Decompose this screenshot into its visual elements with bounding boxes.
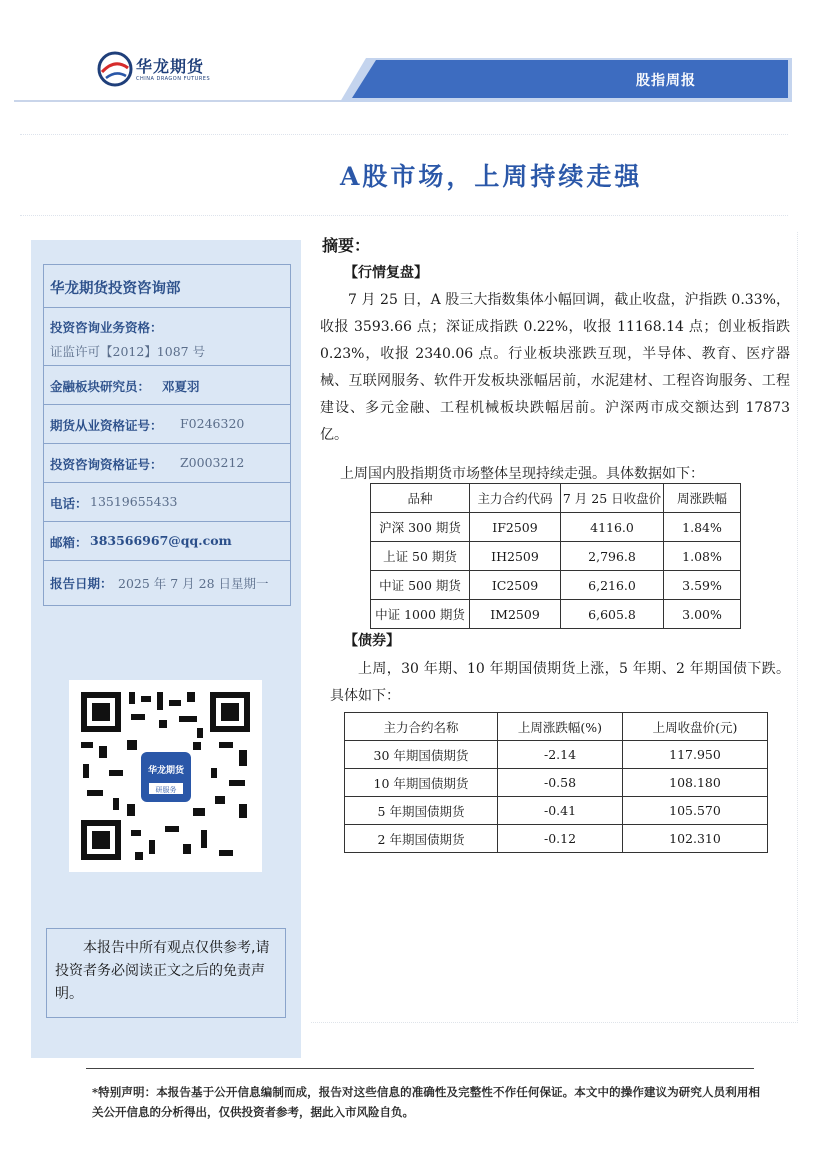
- table-cell: -2.14: [498, 741, 623, 769]
- market-paragraph: 7 月 25 日，A 股三大指数集体小幅回调，截止收盘，沪指跌 0.33%，收报 3593.66 点；深证成指跌 0.22%，收报 11168.14 点；创业板指跌 0.23%，收报 2340.06 点。行业板块涨跌互现，半导体、教育、医疗器械、互联网服务、软件开发板块涨幅居前，水泥建材、工程咨询服务、工程建设、多元金融、工程机械板块跌幅居前。沪深两市成交额达到 17873 亿。: [320, 292, 790, 443]
- dragon-logo-icon: [96, 50, 134, 88]
- market-section-heading: 【行情复盘】: [344, 265, 428, 281]
- bond-paragraph: 上周，30 年期、10 年期国债期货上涨，5 年期、2 年期国债下跌。具体如下：: [330, 661, 790, 704]
- table-cell: IM2509: [470, 600, 561, 629]
- table-cell: 105.570: [623, 797, 768, 825]
- table-cell: 30 年期国债期货: [345, 741, 498, 769]
- report-date: 2025 年 7 月 28 日星期一: [118, 576, 269, 591]
- table-cell: 10 年期国债期货: [345, 769, 498, 797]
- table-header: 上周收盘价(元): [623, 713, 768, 741]
- table-cell: 6,605.8: [561, 600, 664, 629]
- table-header: 主力合约名称: [345, 713, 498, 741]
- table-cell: 1.08%: [664, 542, 741, 571]
- title-area: [20, 134, 788, 216]
- report-type-banner: [340, 58, 792, 102]
- email-row: [44, 521, 290, 561]
- department-name: 华龙期货投资咨询部: [50, 280, 181, 297]
- table-cell: IC2509: [470, 571, 561, 600]
- phone-value: 13519655433: [90, 494, 178, 509]
- table-row: [345, 769, 768, 797]
- table-header: 品种: [371, 484, 470, 513]
- page-title: A股市场，上周持续走强: [340, 162, 643, 191]
- researcher-label: 金融板块研究员：: [50, 379, 151, 394]
- table-row: [345, 797, 768, 825]
- table-cell: 沪深 300 期货: [371, 513, 470, 542]
- report-type: 股指周报: [636, 73, 696, 89]
- table-cell: 1.84%: [664, 513, 741, 542]
- qr-code[interactable]: [69, 680, 262, 872]
- futures-cert-value: F0246320: [180, 416, 245, 431]
- contact-info-box: [43, 264, 291, 606]
- date-label: 报告日期：: [50, 576, 113, 591]
- table-header: 主力合约代码: [470, 484, 561, 513]
- index-intro: 上周国内股指期货市场整体呈现持续走强。具体数据如下：: [340, 466, 704, 482]
- table-cell: IF2509: [470, 513, 561, 542]
- date-row: [44, 560, 290, 604]
- header-divider: [14, 100, 354, 102]
- footer-statement: *特别声明：本报告基于公开信息编制而成，报告对这些信息的准确性及完整性不作任何保证。本文中的操作建议为研究人员利用相关公开信息的分析得出，仅供投资者参考，据此入市风险自负。: [92, 1085, 760, 1119]
- table-cell: 2,796.8: [561, 542, 664, 571]
- phone-row: [44, 482, 290, 522]
- table-row: [371, 600, 741, 629]
- table-row: [371, 542, 741, 571]
- table-cell: 117.950: [623, 741, 768, 769]
- qr-center-text-1: 华龙期货: [147, 766, 185, 776]
- table-row: [371, 571, 741, 600]
- table-cell: 4116.0: [561, 513, 664, 542]
- bond-futures-table: [344, 712, 768, 853]
- consult-cert-label: 投资咨询资格证号：: [50, 457, 163, 472]
- qualification-label: 投资咨询业务资格：: [50, 320, 163, 335]
- qr-center-text-2: 研服务: [155, 786, 177, 794]
- disclaimer-box: [46, 928, 286, 1018]
- summary-heading: 摘要：: [322, 236, 371, 255]
- futures-cert-row: [44, 404, 290, 444]
- table-cell: -0.41: [498, 797, 623, 825]
- table-cell: 中证 1000 期货: [371, 600, 470, 629]
- table-cell: -0.12: [498, 825, 623, 853]
- researcher-row: [44, 365, 290, 405]
- table-header: 7 月 25 日收盘价: [561, 484, 664, 513]
- brand-name-en: CHINA DRAGON FUTURES: [136, 76, 211, 82]
- table-cell: 5 年期国债期货: [345, 797, 498, 825]
- table-cell: 2 年期国债期货: [345, 825, 498, 853]
- table-cell: 3.59%: [664, 571, 741, 600]
- table-header-row: [371, 484, 741, 513]
- index-futures-table: [370, 483, 741, 629]
- table-cell: -0.58: [498, 769, 623, 797]
- table-header-row: [345, 713, 768, 741]
- table-cell: 中证 500 期货: [371, 571, 470, 600]
- table-header: 周涨跌幅: [664, 484, 741, 513]
- table-row: [345, 825, 768, 853]
- footer-divider: [86, 1068, 754, 1069]
- email-label: 邮箱：: [50, 535, 88, 550]
- futures-cert-label: 期货从业资格证号：: [50, 418, 163, 433]
- consult-cert-value: Z0003212: [180, 455, 245, 470]
- table-cell: 108.180: [623, 769, 768, 797]
- consult-cert-row: [44, 443, 290, 483]
- qualification-value: 证监许可【2012】1087 号: [50, 344, 206, 359]
- table-cell: 102.310: [623, 825, 768, 853]
- qualification-row: [44, 307, 290, 366]
- brand-name: 华龙期货: [136, 57, 205, 76]
- company-logo: [96, 50, 246, 90]
- bond-section-heading: 【债券】: [344, 633, 400, 649]
- department-row: [44, 265, 290, 308]
- table-cell: IH2509: [470, 542, 561, 571]
- disclaimer-text: 本报告中所有观点仅供参考,请投资者务必阅读正文之后的免责声明。: [55, 940, 270, 1002]
- qr-code-icon: [69, 680, 262, 872]
- researcher-name: 邓夏羽: [162, 379, 200, 394]
- table-cell: 6,216.0: [561, 571, 664, 600]
- table-header: 上周涨跌幅(%): [498, 713, 623, 741]
- phone-label: 电话：: [50, 496, 88, 511]
- table-cell: 3.00%: [664, 600, 741, 629]
- table-row: [371, 513, 741, 542]
- table-row: [345, 741, 768, 769]
- email-value[interactable]: 383566967@qq.com: [90, 533, 232, 548]
- table-cell: 上证 50 期货: [371, 542, 470, 571]
- sidebar: [31, 240, 301, 1058]
